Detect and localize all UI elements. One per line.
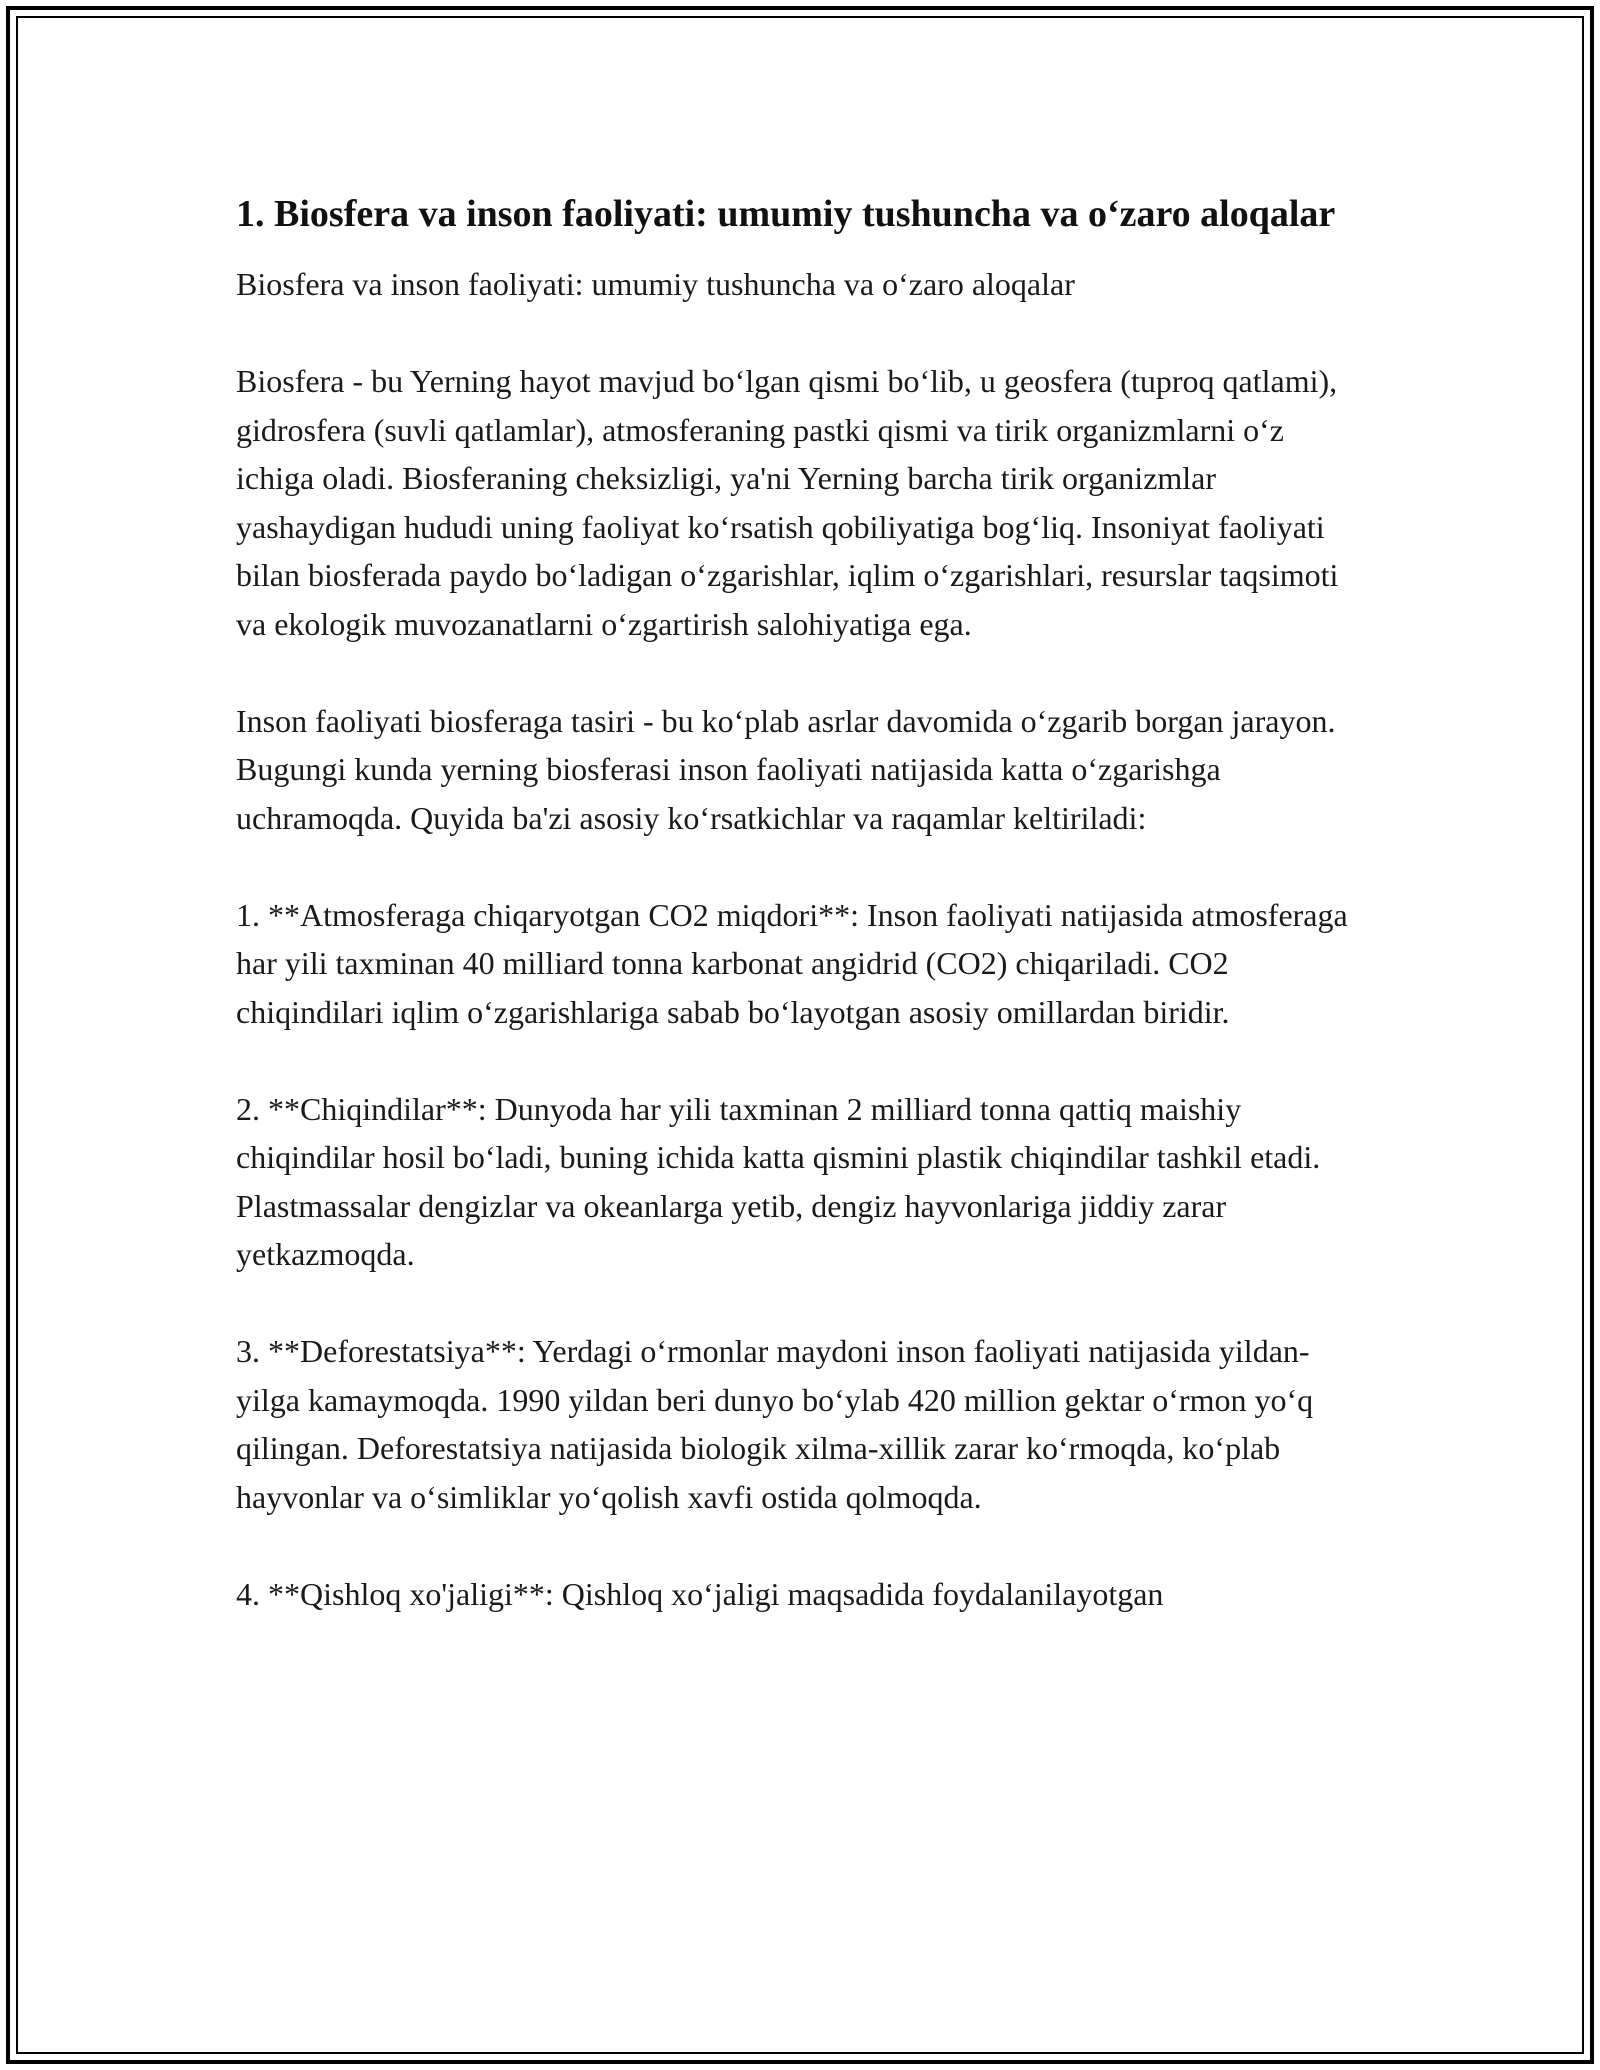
deforestation-item-paragraph: 3. **Deforestatsiya**: Yerdagi o‘rmonlar maydoni inson faoliyati natijasida yildan-yilga kamaymoqda. 1990 yildan beri dunyo bo‘ylab 420 million gektar o‘rmon yo‘q qilingan. Deforestatsiya natijasida biologik xilma-xillik zarar ko‘rmoqda, ko‘plab hayvonlar va o‘simliklar yo‘qolish xavfi ostida qolmoqda. — [236, 1333, 1314, 1515]
co2-item-paragraph: 1. **Atmosferaga chiqaryotgan CO2 miqdori**: Inson faoliyati natijasida atmosferaga har yili taxminan 40 milliard tonna karbonat angidrid (CO2) chiqariladi. CO2 chiqindilari iqlim o‘zgarishlariga sabab bo‘layotgan asosiy omillardan biridir. — [236, 896, 1348, 1030]
subtitle-paragraph: Biosfera va inson faoliyati: umumiy tushuncha va o‘zaro aloqalar — [236, 266, 1075, 302]
agriculture-item-paragraph: 4. **Qishloq xo'jaligi**: Qishloq xo‘jaligi maqsadida foydalanilayotgan — [236, 1575, 1164, 1612]
biosphere-definition-paragraph: Biosfera - bu Yerning hayot mavjud bo‘lgan qismi bo‘lib, u geosfera (tuproq qatlami), gidrosfera (suvli qatlamlar), atmosferaning pastki qismi va tirik organizmlarni o‘z ichiga oladi. Biosferaning cheksizligi, ya'ni Yerning barcha tirik organizmlar yashaydigan hududi uning faoliyat ko‘rsatish qobiliyatiga bog‘liq. Insoniyat faoliyati bilan biosferada paydo bo‘ladigan o‘zgarishlar, iqlim o‘zgarishlari, resurslar taqsimoti va ekologik muvozanatlarni o‘zgartirish salohiyatiga ega. — [236, 363, 1339, 642]
document-body — [236, 186, 1366, 1667]
waste-item-paragraph: 2. **Chiqindilar**: Dunyoda har yili taxminan 2 milliard tonna qattiq maishiy chiqindilar hosil bo‘ladi, buning ichida katta qismini plastik chiqindilar tashkil etadi. Plastmassalar dengizlar va okeanlarga yetib, dengiz hayvonlariga jiddiy zarar yetkazmoqda. — [236, 1090, 1321, 1272]
section-heading: 1. Biosfera va inson faoliyati: umumiy tushuncha va o‘zaro aloqalar — [236, 193, 1336, 235]
human-impact-paragraph: Inson faoliyati biosferaga tasiri - bu ko‘plab asrlar davomida o‘zgarib borgan jarayon. Bugungi kunda yerning biosferasi inson faoliyati natijasida katta o‘zgarishga uchramoqda. Quyida ba'zi asosiy ko‘rsatkichlar va raqamlar keltiriladi: — [236, 702, 1336, 836]
